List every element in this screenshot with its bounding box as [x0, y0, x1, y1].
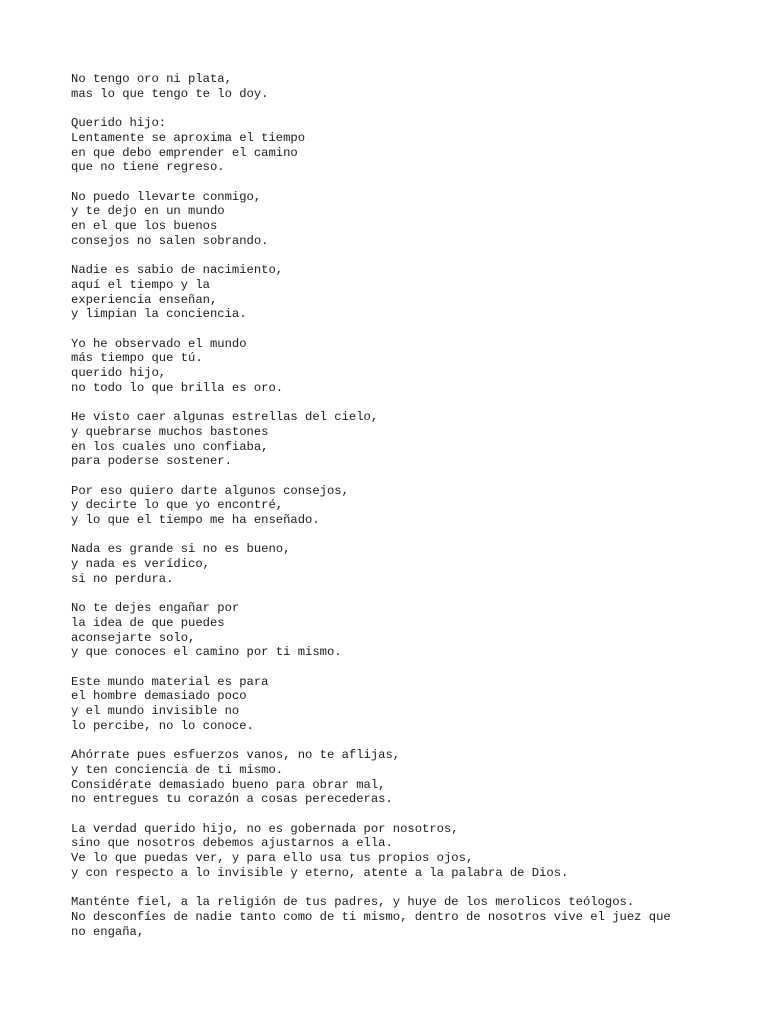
text-line: y te dejo en un mundo — [71, 204, 225, 219]
text-line: lo percibe, no lo conoce. — [71, 718, 254, 733]
text-line: No tengo oro ni plata, — [71, 72, 232, 86]
stanza — [71, 337, 751, 396]
stanza — [71, 410, 751, 469]
text-line: experiencia enseñan, — [71, 292, 218, 307]
text-line: Ve lo que puedas ver, y para ello usa tus propios ojos, — [71, 851, 474, 866]
stanza — [71, 895, 751, 939]
text-line: más tiempo que tú. — [71, 351, 203, 366]
text-line: Yo he observado el mundo — [71, 336, 247, 351]
text-line: y con respecto a lo invisible y eterno, atente a la palabra de Dios. — [71, 865, 569, 880]
text-line: Querido hijo: — [71, 116, 167, 131]
text-line: en el que los buenos — [71, 219, 218, 233]
stanza — [71, 675, 751, 734]
text-line: y nada es verídico, — [71, 557, 210, 572]
stanza — [71, 601, 751, 660]
text-line: Lentamente se aproxima el tiempo — [71, 130, 306, 145]
text-line: consejos no salen sobrando. — [71, 233, 269, 248]
text-line: No te dejes engañar por — [71, 601, 240, 616]
text-line: mas lo que tengo te lo doy. — [71, 86, 269, 101]
stanza — [71, 263, 751, 322]
document-page — [71, 72, 751, 954]
text-line: y limpian la conciencia. — [71, 307, 247, 322]
text-line: No puedo llevarte conmigo, — [71, 189, 262, 204]
text-line: y decirte lo que yo encontré, — [71, 498, 284, 513]
text-line: aconsejarte solo, — [71, 630, 196, 645]
text-line: sino que nosotros debemos ajustarnos a ella. — [71, 836, 393, 851]
text-line: Manténte fiel, a la religión de tus padres, y huye de los merolicos teólogos. — [71, 895, 635, 910]
stanza — [71, 484, 751, 528]
text-line: La verdad querido hijo, no es gobernada por nosotros, — [71, 821, 459, 836]
text-line: y lo que el tiempo me ha enseñado. — [71, 513, 320, 527]
text-line: Considérate demasiado bueno para obrar mal, — [71, 777, 386, 792]
text-line: no entregues tu corazón a cosas perecederas. — [71, 792, 393, 807]
text-line: querido hijo, — [71, 366, 167, 380]
stanza — [71, 116, 751, 175]
stanza — [71, 748, 751, 807]
text-line: que no tiene regreso. — [71, 160, 225, 175]
text-line: si no perdura. — [71, 571, 174, 586]
text-line: Ahórrate pues esfuerzos vanos, no te aflijas, — [71, 748, 401, 763]
text-line: y quebrarse muchos bastones — [71, 424, 269, 439]
text-line: la idea de que puedes — [71, 615, 225, 630]
text-line: y el mundo invisible no — [71, 704, 240, 719]
stanza — [71, 822, 751, 881]
text-line: Nada es grande si no es bueno, — [71, 542, 291, 557]
stanza — [71, 72, 751, 101]
text-line: Por eso quiero darte algunos consejos, — [71, 483, 349, 498]
text-line: He visto caer algunas estrellas del cielo, — [71, 410, 379, 425]
stanza — [71, 190, 751, 249]
text-line: aquí el tiempo y la — [71, 277, 210, 292]
text-line: para poderse sostener. — [71, 454, 232, 469]
text-line: no todo lo que brilla es oro. — [71, 380, 284, 395]
text-line: No desconfíes de nadie tanto como de ti mismo, dentro de nosotros vive el juez que — [71, 909, 671, 924]
text-line: en que debo emprender el camino — [71, 145, 298, 160]
text-line: y ten conciencia de ti mismo. — [71, 762, 284, 777]
text-line: el hombre demasiado poco — [71, 689, 247, 704]
stanza — [71, 542, 751, 586]
text-line: no engaña, — [71, 924, 145, 939]
text-line: en los cuales uno confiaba, — [71, 439, 269, 454]
text-line: y que conoces el camino por ti mismo. — [71, 645, 342, 660]
text-line: Nadie es sabio de nacimiento, — [71, 263, 284, 278]
text-line: Este mundo material es para — [71, 674, 269, 689]
